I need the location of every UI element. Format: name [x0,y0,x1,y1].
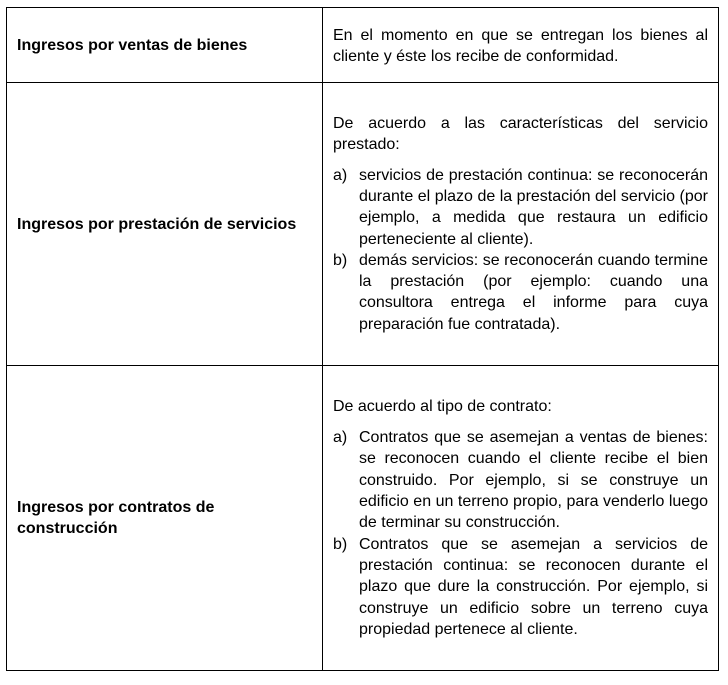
revenue-recognition-table [6,7,719,671]
row-label: Ingresos por ventas de bienes [7,8,323,83]
description-text: En el momento en que se entregan los bienes al cliente y éste los recibe de conformidad. [333,26,708,65]
table-row [7,366,719,671]
list-item [333,165,708,250]
description-intro: De acuerdo a las características del servicio prestado: [333,115,708,154]
row-description [323,366,719,671]
list-marker: a) [333,429,348,447]
row-label: Ingresos por prestación de servicios [7,83,323,366]
description-intro: De acuerdo al tipo de contrato: [333,397,552,415]
list-marker: b) [333,251,348,269]
list-marker: a) [333,166,348,184]
table-row [7,8,719,83]
list-item [333,427,708,533]
list-item-text: Contratos que se asemejan a servicios de prestación continua: se reconocen durante el plazo que dure la construcción. Por ejemplo, si construye un edificio sobre un terreno cuya propiedad pertenece al cliente. [359,535,708,638]
row-description [323,83,719,366]
list-item-text: servicios de prestación continua: se reconocerán durante el plazo de la prestación del servicio (por ejemplo, a medida que restaura un edificio perteneciente al cliente). [359,166,708,248]
list-marker: b) [333,535,348,553]
list-item-text: Contratos que se asemejan a ventas de bienes: se reconocen cuando el cliente recibe el bien construido. Por ejemplo, si se construye un edificio en un terreno propio, para venderlo luego de terminar su construcción. [359,429,708,532]
list-item-text: demás servicios: se reconocerán cuando termine la prestación (por ejemplo: cuando una consultora entrega el informe para cuya preparación fue contratada). [359,251,708,333]
list-item [333,534,708,640]
list-item [333,250,708,335]
criteria-list [333,427,708,640]
table-row [7,83,719,366]
row-label: Ingresos por contratos de construcción [7,366,323,671]
criteria-list [333,165,708,335]
row-description [323,8,719,83]
